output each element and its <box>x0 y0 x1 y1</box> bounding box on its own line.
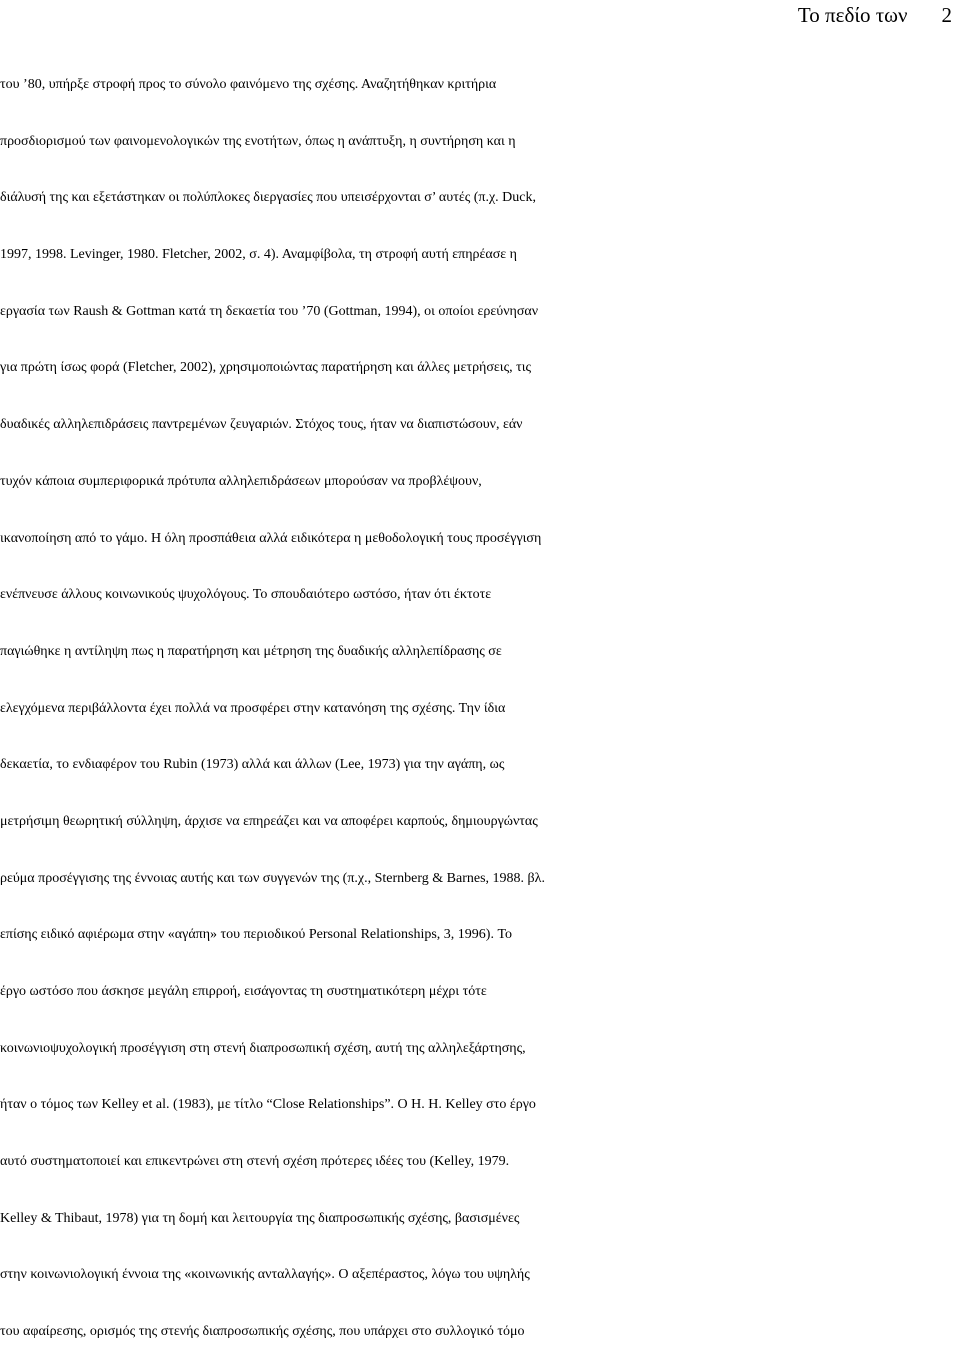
text-line-14: μετρήσιμη θεωρητική σύλληψη, άρχισε να επηρεάζει και να αποφέρει καρπούς, δημιουργώντας <box>0 813 538 829</box>
text-line-4: 1997, 1998. Levinger, 1980. Fletcher, 2002, σ. 4). Αναμφίβολα, τη στροφή αυτή επηρέασε η <box>0 247 517 263</box>
text-line-10: ενέπνευσε άλλους κοινωνικούς ψυχολόγους. Το σπουδαιότερο ωστόσο, ήταν ότι έκτοτε <box>0 587 492 603</box>
text-line-12: ελεγχόμενα περιβάλλοντα έχει πολλά να προσφέρει στην κατανόηση της σχέσης. Την ίδια <box>0 700 506 716</box>
text-line-15: ρεύμα προσέγγισης της έννοιας αυτής και των συγγενών της (π.χ., Sternberg & Barnes, 1988. βλ. <box>0 870 545 886</box>
body-text <box>0 57 960 1361</box>
text-line-19: ήταν ο τόμος των Kelley et al. (1983), με τίτλο “Close Relationships”. Ο H. H. Kelley στο έργο <box>0 1097 536 1113</box>
text-line-17: έργο ωστόσο που άσκησε μεγάλη επιρροή, εισάγοντας τη συστηματικότερη μέχρι τότε <box>0 984 487 999</box>
page-number: 2 <box>941 2 952 27</box>
text-line-13: δεκαετία, το ενδιαφέρον του Rubin (1973) αλλά και άλλων (Lee, 1973) για την αγάπη, ως <box>0 757 505 773</box>
text-line-3: διάλυσή της και εξετάστηκαν οι πολύπλοκες διεργασίες που υπεισέρχονται σ’ αυτές (π.χ. Duck, <box>0 190 537 206</box>
text-line-7: δυαδικές αλληλεπιδράσεις παντρεμένων ζευγαριών. Στόχος τους, ήταν να διαπιστώσουν, εάν <box>0 417 523 433</box>
text-line-2: προσδιορισμού των φαινομενολογικών της ενοτήτων, όπως η ανάπτυξη, η συντήρηση και η <box>0 133 516 149</box>
running-head-title: Το πεδίο των <box>797 2 908 27</box>
text-line-5: εργασία των Raush & Gottman κατά τη δεκαετία του ’70 (Gottman, 1994), οι οποίοι ερεύνησαν <box>0 303 539 319</box>
text-line-20: αυτό συστηματοποιεί και επικεντρώνει στη στενή σχέση πρότερες ιδέες του (Kelley, 1979. <box>0 1154 510 1170</box>
text-line-9: ικανοποίηση από το γάμο. Η όλη προσπάθεια αλλά ειδικότερα η μεθοδολογική τους προσέγγιση <box>0 530 542 546</box>
text-line-11: παγιώθηκε η αντίληψη πως η παρατήρηση και μέτρηση της δυαδικής αλληλεπίδρασης σε <box>0 643 502 659</box>
text-line-23: του αφαίρεσης, ορισμός της στενής διαπροσωπικής σχέσης, που υπάρχει στο συλλογικό τόμο <box>0 1324 525 1340</box>
text-line-8: τυχόν κάποια συμπεριφορικά πρότυπα αλληλεπιδράσεων μπορούσαν να προβλέψουν, <box>0 473 482 489</box>
text-line-6: για πρώτη ίσως φορά (Fletcher, 2002), χρησιμοποιώντας παρατήρηση και άλλες μετρήσεις, τις <box>0 360 532 376</box>
page-header <box>798 0 960 30</box>
text-line-21: Kelley & Thibaut, 1978) για τη δομή και λειτουργία της διαπροσωπικής σχέσης, βασισμένες <box>0 1210 520 1226</box>
text-line-22: στην κοινωνιολογική έννοια της «κοινωνικής ανταλλαγής». Ο αξεπέραστος, λόγω του υψηλής <box>0 1267 530 1283</box>
text-line-1: του ’80, υπήρξε στροφή προς το σύνολο φαινόμενο της σχέσης. Αναζητήθηκαν κριτήρια <box>0 77 497 92</box>
text-line-18: κοινωνιοψυχολογική προσέγγιση στη στενή διαπροσωπική σχέση, αυτή της αλληλεξάρτησης, <box>0 1040 526 1056</box>
text-line-16: επίσης ειδικό αφιέρωμα στην «αγάπη» του περιοδικού Personal Relationships, 3, 1996). Το <box>0 927 513 943</box>
